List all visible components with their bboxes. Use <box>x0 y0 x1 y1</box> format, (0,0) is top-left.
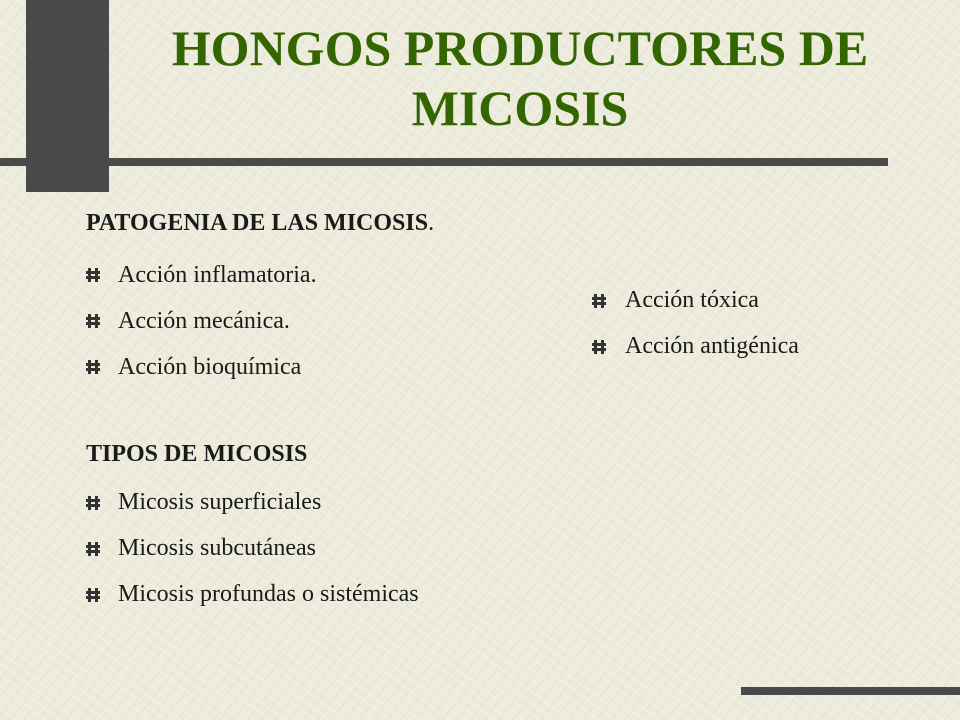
hash-bullet-icon <box>86 496 100 510</box>
title-rule <box>0 158 888 166</box>
hash-bullet-icon <box>86 360 100 374</box>
patogenia-heading-period: . <box>428 210 435 236</box>
list-item: Micosis subcutáneas <box>118 535 316 561</box>
tipos-heading: TIPOS DE MICOSIS <box>86 441 308 467</box>
patogenia-heading-text: PATOGENIA DE LAS MICOSIS <box>86 210 429 236</box>
hash-bullet-icon <box>86 542 100 556</box>
list-item: Acción antigénica <box>625 333 799 359</box>
list-item: Acción inflamatoria. <box>118 262 317 288</box>
hash-bullet-icon <box>86 314 100 328</box>
list-item: Acción tóxica <box>625 287 759 313</box>
hash-bullet-icon <box>86 588 100 602</box>
hash-bullet-icon <box>592 340 606 354</box>
list-item: Acción bioquímica <box>118 354 302 380</box>
patogenia-heading <box>86 210 434 237</box>
title-line-1: HONGOS PRODUCTORES DE <box>171 20 869 76</box>
bottom-rule <box>741 687 960 695</box>
title-line-2: MICOSIS <box>411 80 629 136</box>
list-item: Acción mecánica. <box>118 308 290 334</box>
list-item: Micosis superficiales <box>118 489 322 515</box>
hash-bullet-icon <box>592 294 606 308</box>
hash-bullet-icon <box>86 268 100 282</box>
slide-title <box>120 18 920 138</box>
list-item: Micosis profundas o sistémicas <box>118 581 419 607</box>
